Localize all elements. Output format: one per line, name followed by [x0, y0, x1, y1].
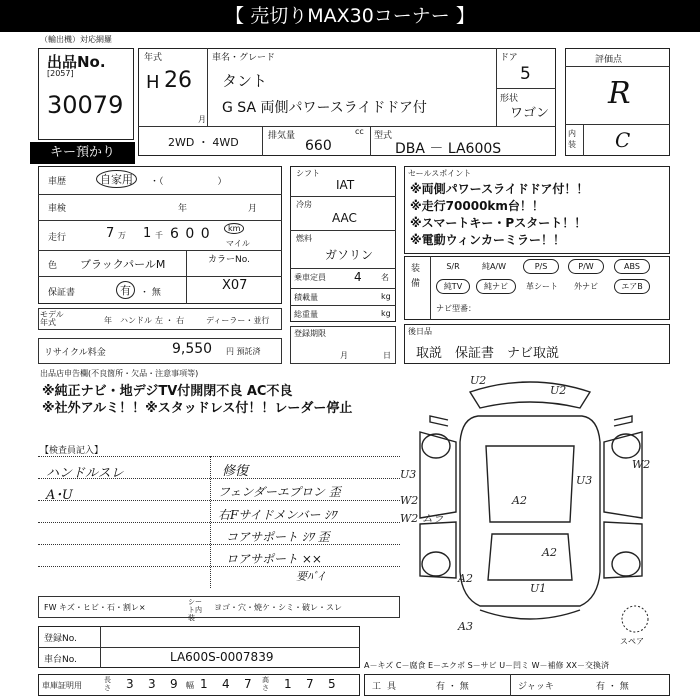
- equip-ps: P/S: [523, 259, 559, 274]
- doors-label: ドア: [500, 53, 518, 63]
- aircon-label: 冷房: [296, 200, 312, 209]
- color-value: ブラックパールM: [80, 258, 166, 271]
- inspector-right-5: ロアサポート ××: [226, 552, 322, 566]
- mark-u2-top: U2: [470, 374, 487, 387]
- mark-u3-left: U3: [400, 468, 417, 481]
- model-year-label: モデル年式: [40, 310, 64, 327]
- legend: A－キズ C－腐食 E－エクボ S－サビ U－凹ミ W－補修 XX－交換済: [364, 661, 610, 670]
- chassis-label: 車台No.: [44, 655, 77, 665]
- cert-len-label: 長さ: [104, 676, 111, 692]
- score-label: 評価点: [595, 55, 623, 65]
- after-label: 後日品: [408, 327, 432, 336]
- fuel-value: ガソリン: [325, 248, 374, 262]
- lot-label: 出品No.: [47, 53, 106, 71]
- cert-wid-3: 7: [244, 677, 252, 691]
- sales-item-1: ※両側パワースライドドア付！！: [410, 182, 589, 196]
- color-code: X07: [222, 278, 248, 293]
- cert-len-3: 9: [170, 677, 178, 691]
- inspector-right-4: コアサポート ｼﾜ 歪: [226, 530, 330, 544]
- model-year-handle: 左 ・ 右: [155, 316, 185, 325]
- model-year-dealer: ディーラー・並行: [206, 316, 270, 325]
- car-diagram: [400, 372, 662, 634]
- navi-model-label: ナビ型番：: [436, 304, 476, 313]
- mileage-digits: 6 0 0: [170, 226, 211, 242]
- banner-text: 【 売切りMAX30コーナー 】: [225, 5, 475, 27]
- sales-item-4: ※電動ウィンカーミラー！！: [410, 233, 565, 247]
- year-suffix: 月: [198, 115, 206, 124]
- cert-len-2: 3: [148, 677, 156, 691]
- cert-wid-2: 4: [222, 677, 230, 691]
- fw-seat-label: シート内装: [188, 598, 202, 622]
- lot-box: [38, 48, 134, 140]
- color-code-label: カラーNo.: [208, 255, 250, 265]
- mark-a2-lower: A2: [542, 546, 557, 559]
- aircon-value: AAC: [332, 211, 357, 225]
- cert-hei-2: 7: [306, 677, 314, 691]
- equip-navi: 純ナビ: [476, 279, 516, 294]
- sales-item-2: ※走行70000km台！！: [410, 199, 544, 213]
- after-value: 取説 保証書 ナビ取説: [416, 346, 560, 361]
- cert-hei-label: 高さ: [262, 676, 269, 692]
- year-label: 年式: [144, 53, 163, 63]
- mark-u2-roof: U2: [550, 384, 567, 397]
- history-value: [96, 170, 137, 188]
- sales-label: セールスポイント: [408, 169, 472, 178]
- equip-tv: 純TV: [436, 279, 470, 294]
- notes-line-2: ※社外アルミ！！※スタッドレス付！！レーダー停止: [42, 401, 353, 416]
- inspection-year: 年: [178, 204, 188, 214]
- notes-label: 出品店申告欄(不良箇所・欠品・注意事項等): [40, 369, 199, 378]
- spare-icon: [620, 604, 650, 634]
- load-label: 積載量: [294, 293, 318, 302]
- fw-seat-value: ヨゴ・穴・焼ケ・シミ・破レ・スレ: [214, 603, 342, 612]
- warranty-rest: ・ 無: [140, 288, 161, 298]
- capacity-value: 4: [354, 270, 362, 284]
- notes-line-1: ※純正ナビ・地デジTV付開閉不良 AC不良: [42, 384, 293, 399]
- drive: 2WD ・ 4WD: [168, 136, 239, 149]
- equip-abs: ABS: [614, 259, 650, 274]
- body-type-value: ワゴン: [510, 106, 550, 121]
- displacement-value: 660: [305, 138, 332, 154]
- weight-unit: kg: [381, 309, 391, 318]
- mileage-sen: 1: [143, 226, 152, 241]
- cert-wid-label: 幅: [186, 681, 194, 690]
- inspection-label: 車検: [48, 204, 67, 214]
- model-name: タント: [222, 72, 268, 90]
- inspector-label: 【検査員記入】: [40, 446, 104, 456]
- cert-len-1: 3: [126, 677, 134, 691]
- mark-u3-right: U3: [576, 474, 593, 487]
- mileage-label: 走行: [48, 233, 67, 243]
- cert-wid-1: 1: [200, 677, 208, 691]
- recycle-value: 9,550: [172, 341, 213, 357]
- mileage-unit-km: km: [224, 223, 244, 234]
- inspector-left-2: A･U: [46, 488, 73, 503]
- inspector-right-2: フェンダーエプロン 歪: [218, 485, 341, 499]
- fuel-label: 燃料: [296, 234, 312, 243]
- mileage-unit-mile: マイル: [226, 239, 250, 248]
- mark-a2-center: A2: [512, 494, 527, 507]
- warranty-label: 保証書: [48, 288, 76, 298]
- year-era: H: [146, 72, 160, 93]
- mileage-sen-unit: 千: [155, 231, 163, 240]
- mark-a3: A3: [458, 620, 473, 633]
- score-interior-value: C: [615, 128, 631, 152]
- mark-w2-mura: W2 ムラ: [400, 512, 444, 525]
- spare-label: スペア: [620, 637, 644, 646]
- recycle-label: リサイクル料金: [44, 348, 106, 358]
- recycle-unit: 円 預託済: [226, 347, 261, 356]
- lot-sub: [2057]: [47, 69, 74, 78]
- displacement-label: 排気量: [268, 131, 296, 141]
- doors-value: 5: [520, 64, 531, 84]
- equip-airbag: エアB: [614, 279, 650, 294]
- inspector-left-1: ハンドルスレ: [46, 466, 124, 481]
- load-unit: kg: [381, 292, 391, 301]
- cert-hei-1: 1: [284, 677, 292, 691]
- equip-pw: P/W: [568, 259, 604, 274]
- inspector-right-3: 右Fサイドメンバー ｼﾜ: [218, 508, 337, 522]
- mileage-man-unit: 万: [118, 231, 126, 240]
- chassis-value: LA600S-0007839: [170, 650, 274, 664]
- tools-label: 工具: [372, 682, 403, 692]
- capacity-unit: 名: [381, 273, 389, 282]
- type-label: 型式: [374, 131, 393, 141]
- history-rest: ・（ ）: [150, 177, 227, 187]
- tools-value: 有 ・ 無: [436, 682, 469, 692]
- equip-seat: 革シート: [526, 282, 558, 291]
- capacity-label: 乗車定員: [294, 273, 326, 282]
- inspector-right-1: 修復: [222, 464, 249, 479]
- color-label: 色: [48, 261, 58, 271]
- weight-label: 総重量: [294, 310, 318, 319]
- history-circle: 自家用: [96, 170, 137, 188]
- mark-w2-right: W2: [632, 458, 651, 471]
- key-badge: キー預かり: [30, 142, 135, 164]
- reg-no-label: 登録No.: [44, 634, 77, 644]
- jack-label: ジャッキ: [518, 682, 554, 692]
- banner: [0, 0, 700, 32]
- equipment-label: 装備: [411, 264, 421, 289]
- cert-hei-3: 5: [328, 677, 336, 691]
- score-value: R: [608, 76, 631, 111]
- displacement-unit: cc: [355, 127, 364, 136]
- shift-value: IAT: [336, 178, 355, 192]
- model-label: 車名・グレード: [212, 53, 276, 63]
- model-grade: G SA 両側パワースライドドア付: [222, 100, 427, 116]
- equip-aw: 純A/W: [481, 262, 507, 271]
- warranty-value: 有: [116, 281, 135, 299]
- registration-month: 月: [340, 351, 348, 360]
- equip-ext-navi: 外ナビ: [574, 282, 598, 291]
- cert-label: 車庫証明用: [42, 681, 82, 690]
- mark-w2-left: W2: [400, 494, 419, 507]
- body-type-label: 形状: [500, 94, 519, 104]
- history-label: 車歴: [48, 177, 67, 187]
- sales-item-3: ※スマートキー・Pスタート！！: [410, 216, 587, 230]
- mark-u1: U1: [530, 582, 547, 595]
- type-value: DBA － LA600S: [395, 141, 502, 157]
- registration-label: 登録期限: [294, 329, 326, 338]
- year-value: 26: [164, 68, 192, 93]
- mark-a2-front: A2: [458, 572, 473, 585]
- registration-day: 日: [383, 351, 391, 360]
- jack-value: 有 ・ 無: [596, 682, 629, 692]
- inspector-right-6: 要ﾊﾞｲ: [296, 570, 324, 583]
- mileage-man: 7: [106, 226, 115, 241]
- lot-number: 30079: [47, 91, 124, 119]
- equip-sr: S/R: [446, 262, 460, 271]
- header-note: （輸出機）対応網羅: [40, 35, 112, 44]
- inspection-month: 月: [248, 204, 258, 214]
- fw-text: FW キズ・ヒビ・石・割レ×: [44, 603, 146, 612]
- shift-label: シフト: [296, 169, 320, 178]
- model-year-year: 年: [104, 316, 112, 325]
- score-interior-label: 内装: [568, 129, 576, 149]
- model-year-handle-label: ハンドル: [120, 316, 152, 325]
